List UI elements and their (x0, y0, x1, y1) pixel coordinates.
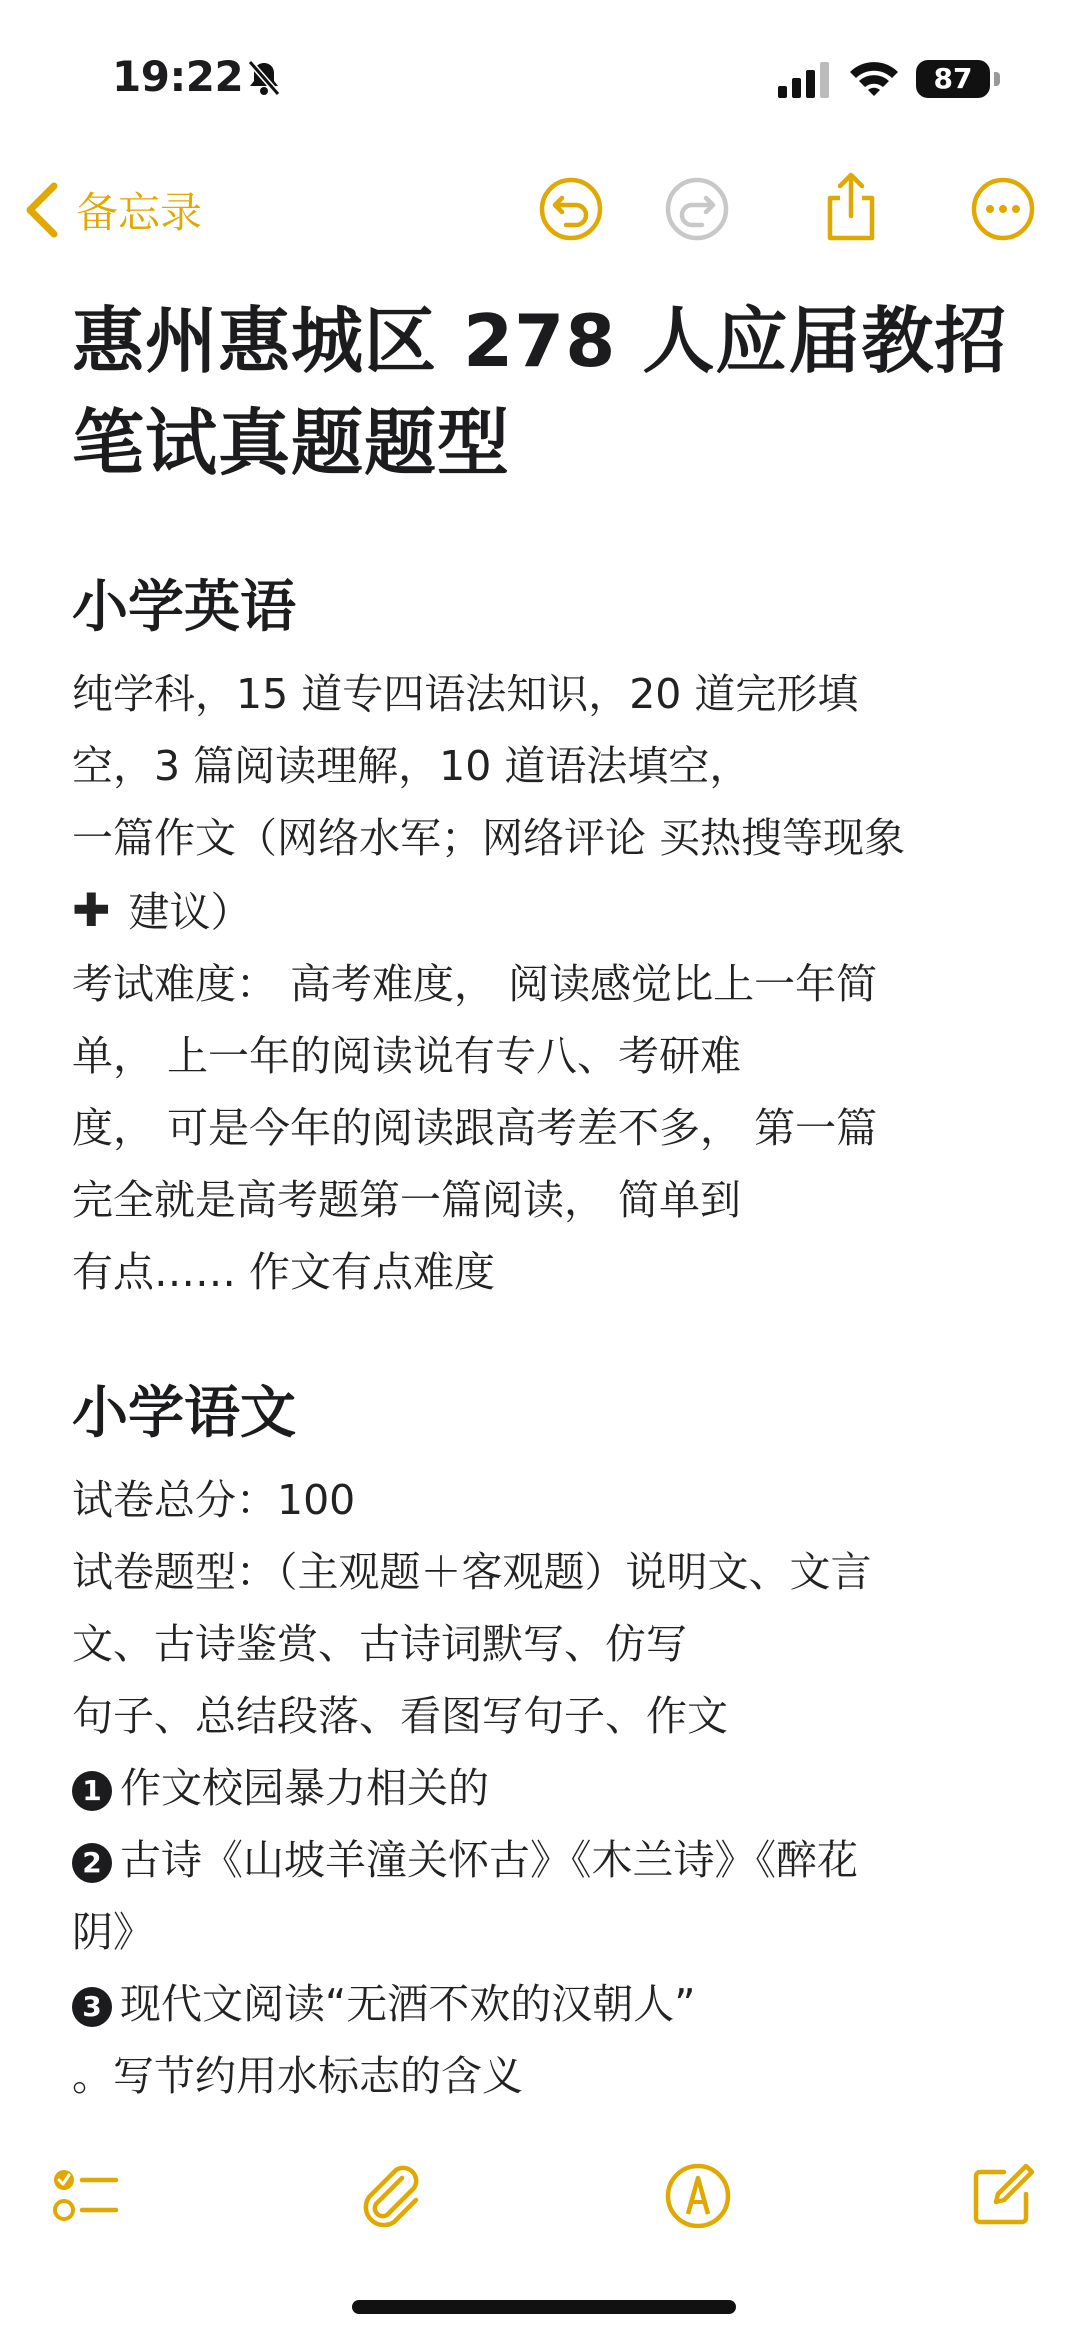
text-line (72, 1824, 1032, 1896)
share-icon[interactable] (818, 170, 884, 244)
undo-icon[interactable] (538, 176, 604, 242)
compose-icon[interactable] (966, 2160, 1038, 2232)
note-body[interactable] (72, 290, 1012, 494)
section-english (72, 568, 1032, 1308)
home-indicator[interactable] (352, 2300, 736, 2314)
redo-icon[interactable] (664, 176, 730, 242)
text-line: 。写节约用水标志的含义 (72, 2052, 523, 2100)
text-line-fragment: 现代文阅读“无酒不欢的汉朝人” (120, 1980, 696, 2028)
paperclip-icon[interactable] (356, 2160, 428, 2232)
plus-symbol: ✚ (72, 883, 111, 937)
bottom-toolbar (0, 2140, 1080, 2260)
status-bar (0, 0, 1080, 150)
text-line: 阴》 (72, 1908, 154, 1956)
text-line: 单， 上一年的阅读说有专八、考研难 (72, 1032, 742, 1080)
text-line: 试卷题型：（主观题＋客观题）说明文、文言 (72, 1548, 872, 1596)
back-label: 备忘录 (76, 188, 203, 237)
text-line (72, 1968, 1032, 2040)
number-badge: 1 (72, 1771, 112, 1811)
markup-pen-icon[interactable] (662, 2160, 734, 2232)
number-badge: 2 (72, 1843, 112, 1883)
text-line: 一篇作文（网络水军；网络评论 买热搜等现象 (72, 814, 906, 862)
status-time: 19:22 (112, 52, 244, 101)
text-line: 空，3 篇阅读理解，10 道语法填空， (72, 742, 751, 790)
text-line-fragment: 作文校园暴力相关的 (120, 1764, 489, 1812)
battery-indicator: 87 (916, 60, 990, 98)
text-line: 试卷总分：100 (72, 1476, 356, 1524)
cellular-signal-icon (776, 60, 834, 100)
text-line-fragment: 古诗《山坡羊潼关怀古》《木兰诗》《醉花 (120, 1836, 858, 1884)
checklist-icon[interactable] (50, 2160, 122, 2232)
silent-bell-icon (244, 58, 284, 98)
back-button[interactable] (22, 178, 202, 242)
section-heading: 小学英语 (72, 575, 296, 640)
number-badge: 3 (72, 1987, 112, 2027)
more-icon[interactable] (970, 176, 1036, 242)
section-heading: 小学语文 (72, 1381, 296, 1446)
text-line-fragment: 建议） (128, 888, 252, 936)
battery-cap (994, 72, 1000, 86)
note-title-line: 惠州惠城区 278 人应届教招 (72, 299, 1008, 383)
text-line: 度， 可是今年的阅读跟高考差不多， 第一篇 (72, 1104, 878, 1152)
text-line: 考试难度： 高考难度， 阅读感觉比上一年简 (72, 960, 878, 1008)
note-title (72, 290, 1012, 494)
chevron-left-icon (22, 180, 62, 240)
text-line (72, 1752, 1032, 1824)
text-line: 完全就是高考题第一篇阅读， 简单到 (72, 1176, 742, 1224)
text-line: 有点…… 作文有点难度 (72, 1248, 496, 1296)
section-chinese (72, 1374, 1032, 2112)
text-line (72, 874, 1032, 948)
text-line: 文、古诗鉴赏、古诗词默写、仿写 (72, 1620, 687, 1668)
note-title-line: 笔试真题题型 (72, 401, 511, 485)
wifi-icon (848, 56, 900, 100)
text-line: 句子、总结段落、看图写句子、作文 (72, 1692, 728, 1740)
text-line: 纯学科，15 道专四语法知识，20 道完形填 (72, 670, 859, 718)
